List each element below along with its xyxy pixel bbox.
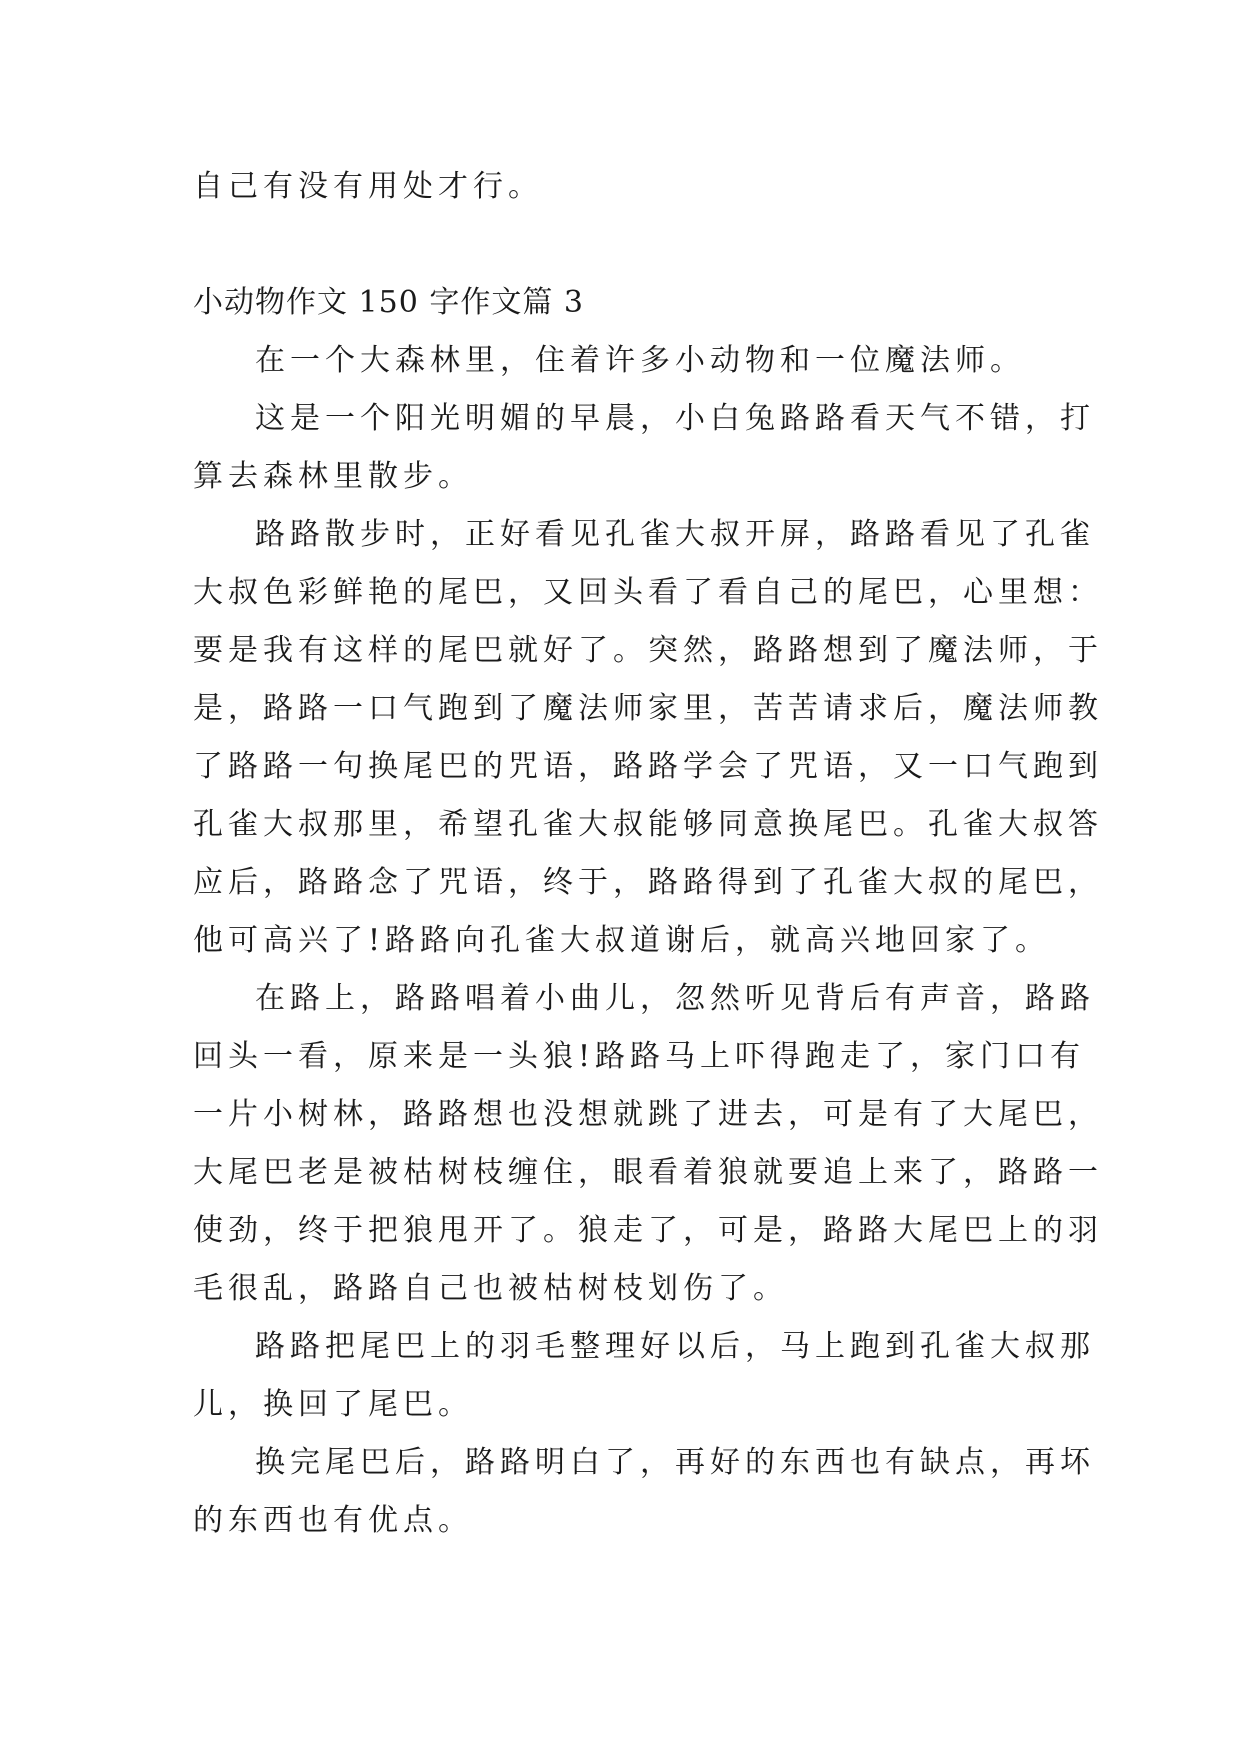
paragraph-5-line-1: 路路把尾巴上的羽毛整理好以后，马上跑到孔雀大叔那 [255,1329,1095,1364]
paragraph-4-line-2: 回头一看，原来是一头狼!路路马上吓得跑走了，家门口有 [193,1039,1086,1074]
paragraph-3-line-3: 要是我有这样的尾巴就好了。突然，路路想到了魔法师，于 [193,633,1103,668]
paragraph-3-line-8: 他可高兴了!路路向孔雀大叔道谢后，就高兴地回家了。 [193,923,1051,958]
paragraph-2-line-1: 这是一个阳光明媚的早晨，小白兔路路看天气不错，打 [255,401,1095,436]
paragraph-3-line-6: 孔雀大叔那里，希望孔雀大叔能够同意换尾巴。孔雀大叔答 [193,807,1103,842]
paragraph-3-line-2: 大叔色彩鲜艳的尾巴，又回头看了看自己的尾巴，心里想： [193,575,1103,610]
intro-line: 自己有没有用处才行。 [193,169,543,204]
paragraph-4-line-4: 大尾巴老是被枯树枝缠住，眼看着狼就要追上来了，路路一 [193,1155,1103,1190]
paragraph-4-line-1: 在路上，路路唱着小曲儿，忽然听见背后有声音，路路 [255,981,1095,1016]
paragraph-3-line-5: 了路路一句换尾巴的咒语，路路学会了咒语，又一口气跑到 [193,749,1103,784]
paragraph-6-line-2: 的东西也有优点。 [193,1503,473,1538]
paragraph-3-line-7: 应后，路路念了咒语，终于，路路得到了孔雀大叔的尾巴， [193,865,1103,900]
paragraph-4-line-3: 一片小树林，路路想也没想就跳了进去，可是有了大尾巴， [193,1097,1103,1132]
paragraph-2-line-2: 算去森林里散步。 [193,459,473,494]
paragraph-6-line-1: 换完尾巴后，路路明白了，再好的东西也有缺点，再坏 [255,1445,1095,1480]
paragraph-4-line-6: 毛很乱，路路自己也被枯树枝划伤了。 [193,1271,788,1306]
paragraph-3-line-1: 路路散步时，正好看见孔雀大叔开屏，路路看见了孔雀 [255,517,1095,552]
document-body [193,158,1103,1550]
paragraph-5-line-2: 儿，换回了尾巴。 [193,1387,473,1422]
paragraph-4-line-5: 使劲，终于把狼甩开了。狼走了，可是，路路大尾巴上的羽 [193,1213,1103,1248]
section-title: 小动物作文 150 字作文篇 3 [193,285,584,320]
section-spacer [193,216,1053,274]
paragraph-1-line-1: 在一个大森林里，住着许多小动物和一位魔法师。 [255,343,1025,378]
paragraph-3-line-4: 是，路路一口气跑到了魔法师家里，苦苦请求后，魔法师教 [193,691,1103,726]
